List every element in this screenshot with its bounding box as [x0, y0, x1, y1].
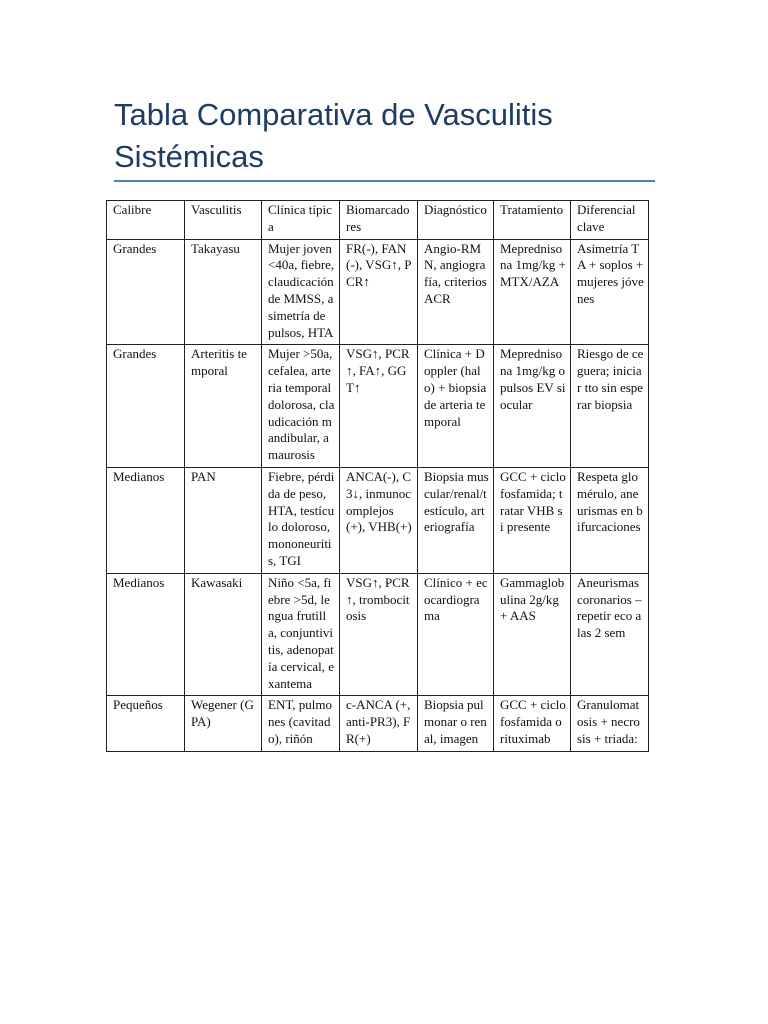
table-row: [107, 467, 649, 573]
table-header-row: [107, 201, 649, 240]
table-cell: VSG↑, PCR↑, FA↑, GGT↑: [340, 345, 418, 468]
header-cell-tratamiento: Tratamiento: [494, 201, 571, 240]
table-cell: Medianos: [107, 573, 185, 696]
header-cell-clinica: Clínica típica: [262, 201, 340, 240]
table-cell: Wegener (GPA): [185, 696, 262, 751]
title-line-1: Tabla Comparativa de Vasculitis: [114, 97, 553, 132]
table-row: [107, 345, 649, 468]
table-cell: GCC + ciclofosfamida o rituximab: [494, 696, 571, 751]
title-underline: [114, 180, 655, 182]
table-row: [107, 573, 649, 696]
table-cell: Fiebre, pérdida de peso, HTA, testículo doloroso, mononeuritis, TGI: [262, 467, 340, 573]
header-cell-diagnostico: Diagnóstico: [418, 201, 494, 240]
vasculitis-comparison-table: [106, 200, 649, 752]
table-row: [107, 696, 649, 751]
table-cell: ENT, pulmones (cavitado), riñón: [262, 696, 340, 751]
table-cell: ANCA(-), C3↓, inmunocomplejos (+), VHB(+): [340, 467, 418, 573]
table-cell: Asimetría TA + soplos + mujeres jóvenes: [571, 239, 649, 345]
table-cell: Grandes: [107, 345, 185, 468]
table-cell: Kawasaki: [185, 573, 262, 696]
table-cell: Arteritis temporal: [185, 345, 262, 468]
table-cell: c-ANCA (+, anti-PR3), FR(+): [340, 696, 418, 751]
document-title: [114, 94, 654, 178]
table-cell: Grandes: [107, 239, 185, 345]
table-row: [107, 239, 649, 345]
table-cell: Biopsia muscular/renal/testículo, arteriografía: [418, 467, 494, 573]
table-cell: Medianos: [107, 467, 185, 573]
table-cell: Meprednisona 1mg/kg o pulsos EV si ocular: [494, 345, 571, 468]
table-cell: Clínico + ecocardiograma: [418, 573, 494, 696]
table-cell: Angio-RMN, angiografía, criterios ACR: [418, 239, 494, 345]
header-cell-vasculitis: Vasculitis: [185, 201, 262, 240]
table-cell: Mujer >50a, cefalea, arteria temporal dolorosa, claudicación mandibular, amaurosis: [262, 345, 340, 468]
table-cell: Aneurismas coronarios – repetir eco a las 2 sem: [571, 573, 649, 696]
table-cell: PAN: [185, 467, 262, 573]
table-cell: GCC + ciclofosfamida; tratar VHB si presente: [494, 467, 571, 573]
table-cell: Respeta glomérulo, aneurismas en bifurcaciones: [571, 467, 649, 573]
table-cell: Riesgo de ceguera; iniciar tto sin esperar biopsia: [571, 345, 649, 468]
table-cell: Takayasu: [185, 239, 262, 345]
table-cell: VSG↑, PCR↑, trombocitosis: [340, 573, 418, 696]
header-cell-biomarcadores: Biomarcadores: [340, 201, 418, 240]
header-cell-calibre: Calibre: [107, 201, 185, 240]
table-cell: FR(-), FAN(-), VSG↑, PCR↑: [340, 239, 418, 345]
table-cell: Mujer joven <40a, fiebre, claudicación de MMSS, asimetría de pulsos, HTA: [262, 239, 340, 345]
table-cell: Biopsia pulmonar o renal, imagen: [418, 696, 494, 751]
table-cell: Niño <5a, fiebre >5d, lengua frutilla, conjuntivitis, adenopatía cervical, exantema: [262, 573, 340, 696]
title-line-2: Sistémicas: [114, 139, 264, 174]
table-cell: Pequeños: [107, 696, 185, 751]
table-cell: Gammaglobulina 2g/kg + AAS: [494, 573, 571, 696]
table-cell: Clínica + Doppler (halo) + biopsia de arteria temporal: [418, 345, 494, 468]
header-cell-diferencial: Diferencial clave: [571, 201, 649, 240]
table-cell: Meprednisona 1mg/kg + MTX/AZA: [494, 239, 571, 345]
table-cell: Granulomatosis + necrosis + triada:: [571, 696, 649, 751]
